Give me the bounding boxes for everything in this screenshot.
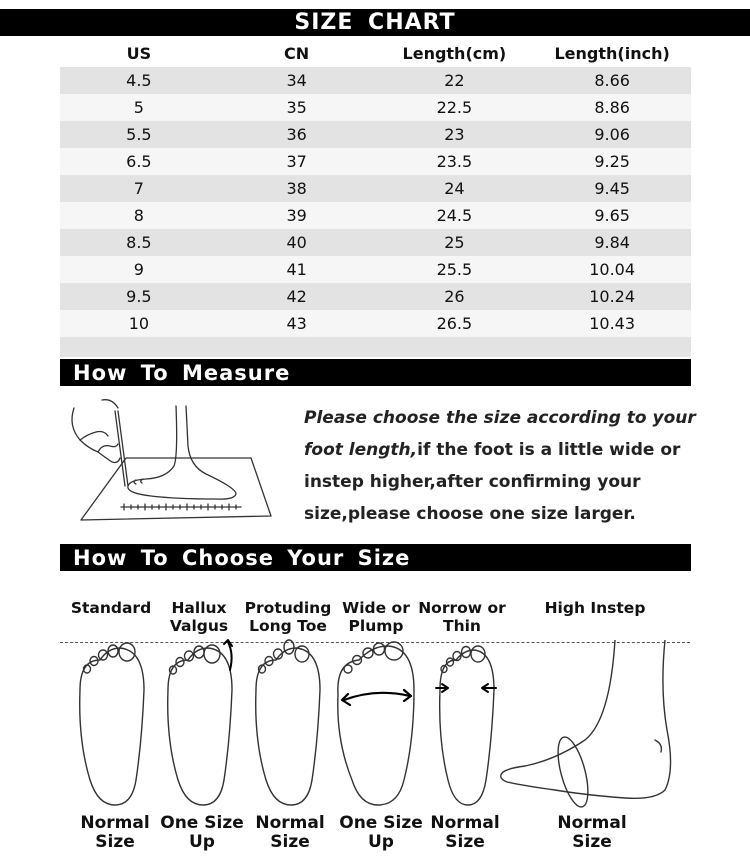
table-cell: 9.45 (533, 175, 691, 202)
table-row (60, 256, 691, 283)
table-row (60, 229, 691, 256)
table-cell: 5.5 (60, 121, 218, 148)
how-to-choose-title: How To Choose Your Size (60, 544, 691, 571)
table-cell: 23.5 (376, 148, 534, 175)
table-cell: 4.5 (60, 67, 218, 94)
header-us: US (126, 44, 152, 63)
table-cell: 26.5 (376, 310, 534, 337)
table-cell: 22 (376, 67, 534, 94)
table-cell: 8.66 (533, 67, 691, 94)
table-cell: 9.84 (533, 229, 691, 256)
table-row (60, 175, 691, 202)
table-cell: 8 (60, 202, 218, 229)
table-cell: 43 (218, 310, 376, 337)
table-cell: 35 (218, 94, 376, 121)
header-length-inch: Length(inch) (554, 44, 670, 63)
header-cn: CN (284, 44, 310, 63)
table-row (60, 148, 691, 175)
table-footer-band (60, 337, 691, 357)
table-row (60, 202, 691, 229)
table-cell: 22.5 (376, 94, 534, 121)
table-cell: 24.5 (376, 202, 534, 229)
table-row (60, 310, 691, 337)
table-header-row (60, 40, 691, 67)
table-cell: 34 (218, 67, 376, 94)
high-instep-foot-icon (495, 640, 695, 810)
table-cell: 6.5 (60, 148, 218, 175)
table-cell: 23 (376, 121, 534, 148)
foot-type-label-long-toe: Protuding Long Toe (244, 599, 332, 635)
table-cell: 10 (60, 310, 218, 337)
standard-foot-icon (80, 643, 144, 805)
recommendation-standard: Normal Size (80, 813, 150, 852)
table-cell: 25 (376, 229, 534, 256)
table-cell: 9 (60, 256, 218, 283)
recommendation-high-instep: Normal Size (557, 813, 627, 852)
wide-foot-icon (338, 642, 414, 805)
size-table (60, 40, 691, 337)
table-cell: 10.43 (533, 310, 691, 337)
table-cell: 41 (218, 256, 376, 283)
foot-measuring-icon (66, 396, 276, 526)
table-cell: 8.86 (533, 94, 691, 121)
table-cell: 9.25 (533, 148, 691, 175)
recommendation-wide: One Size Up (339, 813, 423, 852)
long-toe-foot-icon (256, 640, 320, 805)
table-row (60, 94, 691, 121)
table-row (60, 121, 691, 148)
hallux-valgus-foot-icon (168, 640, 232, 805)
table-cell: 26 (376, 283, 534, 310)
how-to-measure-title: How To Measure (60, 359, 691, 386)
foot-type-label-high-instep: High Instep (544, 599, 646, 617)
table-cell: 7 (60, 175, 218, 202)
table-cell: 42 (218, 283, 376, 310)
foot-type-label-hallux-valgus: Hallux Valgus (169, 599, 229, 635)
measure-text: if the foot is a little wide or instep higher,after confirming your size,please choose one size larger. (304, 440, 681, 524)
table-cell: 38 (218, 175, 376, 202)
recommendation-long-toe: Normal Size (255, 813, 325, 852)
table-cell: 39 (218, 202, 376, 229)
measure-instructions (304, 402, 704, 530)
table-cell: 5 (60, 94, 218, 121)
table-row (60, 67, 691, 94)
table-cell: 8.5 (60, 229, 218, 256)
foot-type-label-wide: Wide or Plump (342, 599, 410, 635)
foot-types-illustration (60, 630, 520, 810)
table-cell: 36 (218, 121, 376, 148)
table-cell: 9.06 (533, 121, 691, 148)
table-cell: 10.04 (533, 256, 691, 283)
table-cell: 37 (218, 148, 376, 175)
foot-type-label-standard: Standard (70, 599, 152, 617)
table-cell: 40 (218, 229, 376, 256)
table-row (60, 283, 691, 310)
table-cell: 9.5 (60, 283, 218, 310)
size-chart-title: SIZE CHART (0, 9, 750, 36)
measure-emphasis: Please choose the size according to your foot length, (304, 408, 696, 460)
recommendation-thin: Normal Size (430, 813, 500, 852)
table-cell: 24 (376, 175, 534, 202)
table-cell: 25.5 (376, 256, 534, 283)
table-cell: 9.65 (533, 202, 691, 229)
table-cell: 10.24 (533, 283, 691, 310)
header-length-cm: Length(cm) (402, 44, 507, 63)
recommendation-hallux-valgus: One Size Up (160, 813, 244, 852)
foot-type-label-thin: Norrow or Thin (418, 599, 506, 635)
thin-foot-icon (436, 646, 496, 805)
